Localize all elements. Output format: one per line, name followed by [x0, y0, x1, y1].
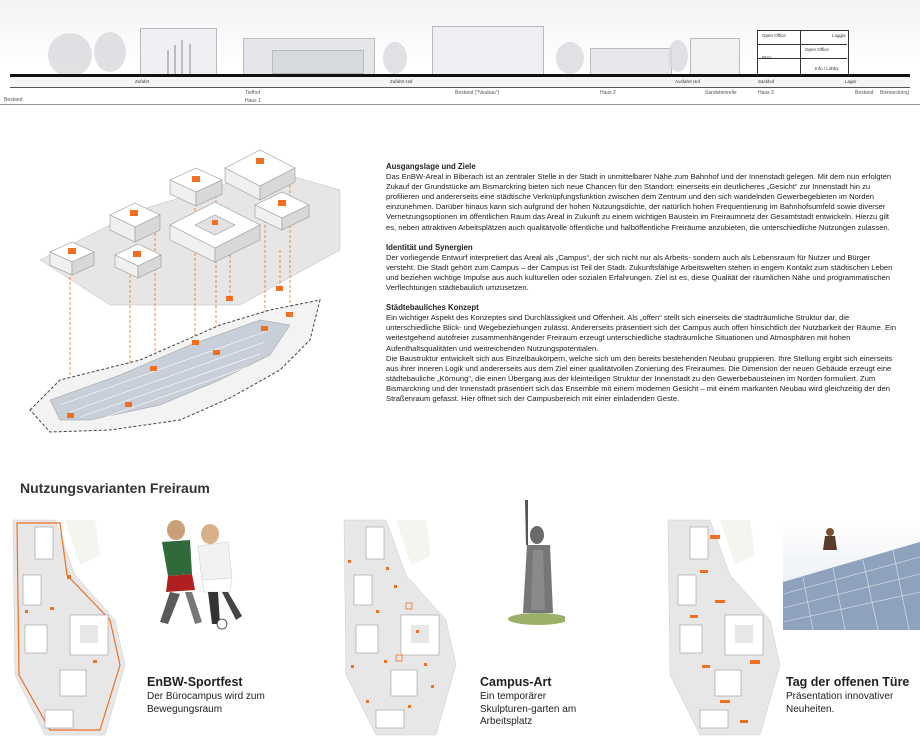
variant-title-campus-art: Campus-Art	[480, 675, 552, 689]
room-label: Loggia	[832, 33, 846, 38]
paragraph-konzept-2: Die Baustruktur entwickelt sich aus Einzelbaukörpern, welche sich um den bereits bestehenden Neubau gruppieren. Ihre Stellung ergibt sich einerseits aus ihrer inneren Logik und andererseits aus dem Ziel einer qualitätvollen Zonierung des Freiraumes. Die Dimension der neuen Gebäude erzeugt eine städtebauliche „Körnung“, die einen Übergang aus der kleinteiligen Struktur der Innenstadt zu den Gewerbebausteinen im Norden formuliert. Zum Bismarckring und der Innenstadt präsentiert sich das Ensemble mit einem modernen Gesicht – mit einem markanten Neubau wird gleichzeitig der den Straßenraum gefasst. Hier öffnet sich der Campusbereich mit einer einladenden Geste.	[386, 353, 893, 403]
section-zone-label: Bismarckring	[880, 90, 909, 96]
room-label: Open Office	[762, 33, 786, 38]
ground-label: Zufahrt Hof	[390, 79, 413, 84]
section-zone-label: Haus 1	[245, 98, 261, 104]
ground-label: Sackhof	[758, 79, 775, 84]
heading-konzept: Städtebauliches Konzept	[386, 303, 479, 313]
ground-label: Ausfahrt Hof	[675, 79, 701, 84]
variant-plan-tag-der-offenen-tuere	[660, 515, 785, 740]
paragraph-konzept-1: Ein wichtiger Aspekt des Konzeptes sind Durchlässigkeit und Offenheit. Als „offen“ stellt sich einerseits die stadträumliche Struktur dar, die unterschiedliche Blick- und Wegebeziehungen zulässt. Andererseits präsentiert sich der Campus auch offen hinsichtlich der Nutzbarkeit der Räume. Ein weitestgehend autofreier zusammenhängender Freiraum erzeugt unterschiedliche stadträumliche Situationen und Atmosphären mit hohen Aufenthaltsqualitäten und weitreichenden Nutzungspotentialen.	[386, 313, 897, 353]
section-zone-label: Bestand	[4, 97, 23, 103]
heading-identitaet: Identität und Synergien	[386, 242, 473, 252]
sculpture-photo	[495, 495, 565, 630]
room-label: Open Office	[805, 47, 829, 52]
ground-label: Zufahrt	[135, 79, 150, 84]
variant-plan-campus-art	[336, 515, 461, 740]
room-label: Büro	[762, 55, 772, 60]
section-zone-label: Sandsteinrelie	[705, 90, 737, 96]
soccer-players-photo	[140, 512, 250, 632]
paragraph-ausgangslage: Das EnBW-Areal in Biberach ist an zentraler Stelle in der Stadt in unmittelbarer Nähe zum Bahnhof und der Innenstadt gelegen. Mit dem nun erfolgten Zukauf der Grundstücke am Bismarckring bieten sich neue Chancen für den Standort: einerseits ein deutlicheres „Gesicht“ zur Innenstadt hin zu profilieren und andererseits eine städtische Verknüpfungsfunktion zwischen dem Zentrum und den sich wandelnden Gewerbegebieten im Norden einzunehmen. Darüber hinaus kann sich aufgrund der hohen Nutzungsdichte, der natürlich hohen Frequentierung im Bahnhofsumfeld sowie diverser Vernetzungsoptionen im öffentlichen Raum das Areal in Zukunft zu einem wichtigen Baustein im Freiraumnetz der Gesamtstadt entwickeln. Hierzu gilt es, neben attraktiven Arbeitsplätzen auch qualitätvolle öffentliche und halböffentliche Freiräume anzubieten, die unterschiedliche Nutzungen zulassen.	[386, 172, 892, 232]
paragraph-identitaet: Der vorliegende Entwurf interpretiert das Areal als „Campus“, der sich nicht nur als Arbeits- sondern auch als Lebensraum für Nutzer und Bürger versteht. Die Stadt gehört zum Campus – der Campus ist Teil der Stadt. Zukunftsfähige Arbeitswelten stehen in engem Kontakt zum städtischen Leben und beziehen wichtige Impulse aus auch kulturellen oder sozialen Erfahrungen. Ziel ist es, diese Qualität der räumlichen Nähe und programmatischen Verflechtungen städtebaulich umzusetzen.	[386, 252, 893, 293]
variant-desc-campus-art: Ein temporärer Skulpturen-garten am Arbeitsplatz	[480, 691, 577, 727]
description-text	[386, 162, 898, 404]
site-section-elevation	[0, 0, 920, 110]
axonometric-exploded-diagram	[20, 130, 360, 445]
variant-plan-sportfest	[5, 515, 130, 740]
section-zone-label: Haus 2	[600, 90, 616, 96]
section-zone-label: Bestand ("Neubau")	[455, 90, 500, 96]
variant-desc-sportfest: Der Bürocampus wird zum Bewegungsraum	[147, 691, 265, 715]
section-zone-label: Bestand	[855, 90, 874, 96]
section-zone-label: Haus 3	[758, 90, 774, 96]
section-title: Nutzungsvarianten Freiraum	[20, 480, 210, 496]
section-baseline	[0, 104, 920, 105]
variant-desc-offene-tuere: Präsentation innovativer Neuheiten.	[786, 691, 894, 715]
section-zone-label: Tiefhof	[245, 90, 261, 96]
solar-panel-photo	[783, 522, 920, 630]
heading-ausgangslage: Ausgangslage und Ziele	[386, 162, 476, 171]
variant-title-sportfest: EnBW-Sportfest	[147, 675, 243, 689]
ground-label: Lager	[845, 79, 857, 84]
room-label: Info / Lobby	[815, 66, 839, 71]
variant-title-offene-tuere: Tag der offenen Türe	[786, 675, 910, 689]
